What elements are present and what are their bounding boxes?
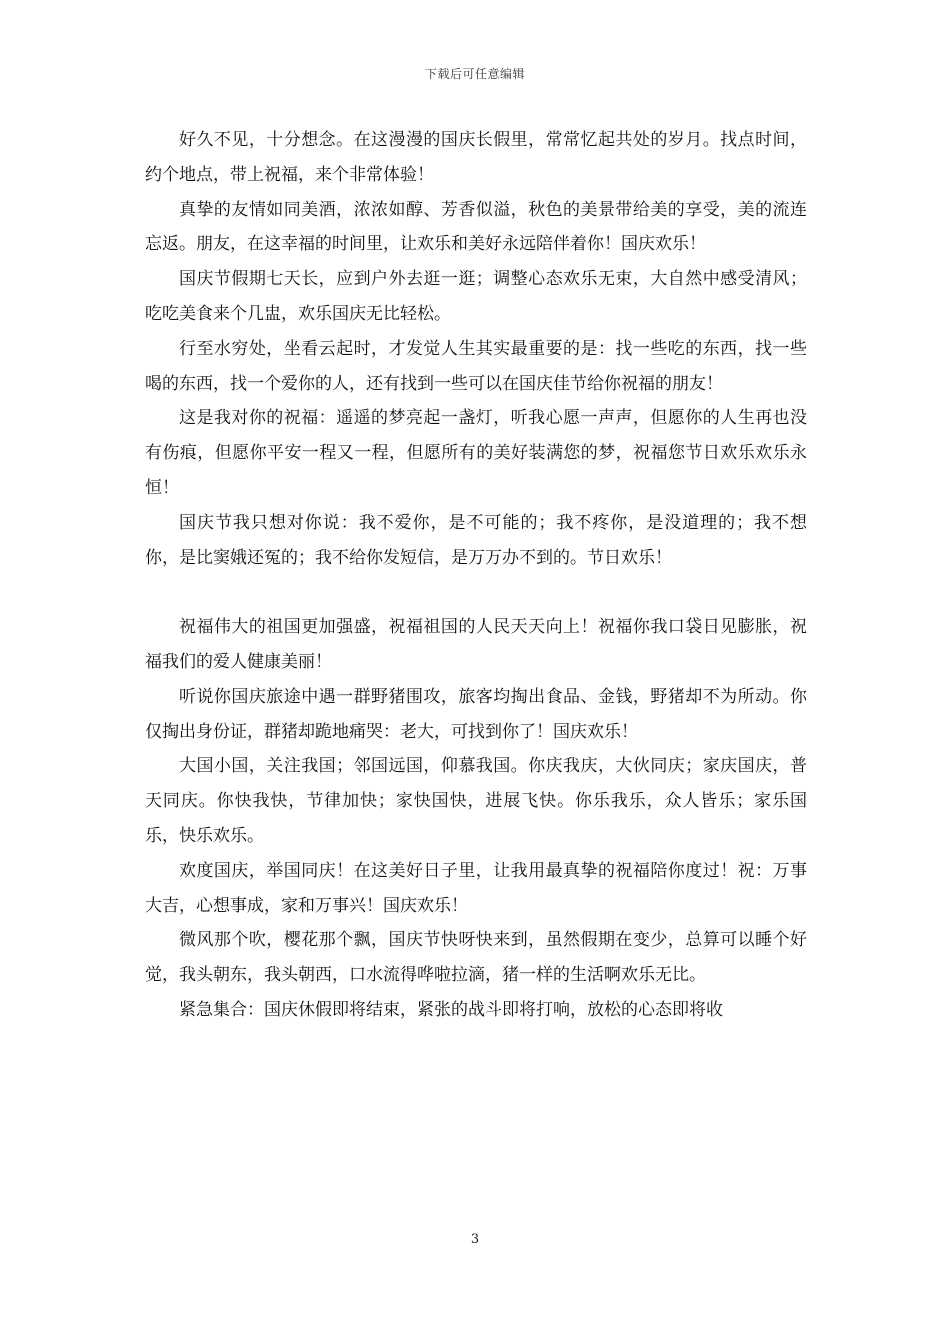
paragraph: 真挚的友情如同美酒，浓浓如醇、芳香似溢，秋色的美景带给美的享受，美的流连忘返。朋友，在这幸福的时间里，让欢乐和美好永远陪伴着你！国庆欢乐！ <box>145 199 807 255</box>
paragraph: 祝福伟大的祖国更加强盛，祝福祖国的人民天天向上！祝福你我口袋日见膨胀，祝福我们的爱人健康美丽！ <box>145 617 807 672</box>
paragraph: 听说你国庆旅途中遇一群野猪围攻，旅客均掏出食品、金钱，野猪却不为所动。你仅掏出身份证，群猪却跪地痛哭：老大，可找到你了！国庆欢乐！ <box>145 686 807 742</box>
paragraph: 微风那个吹，樱花那个飘，国庆节快呀快来到，虽然假期在变少，总算可以睡个好觉，我头朝东，我头朝西，口水流得哗啦拉滴，猪一样的生活啊欢乐无比。 <box>145 930 807 986</box>
paragraph: 好久不见，十分想念。在这漫漫的国庆长假里，常常忆起共处的岁月。找点时间，约个地点，带上祝福，来个非常体验！ <box>145 130 807 185</box>
page-number: 3 <box>470 1232 480 1247</box>
paragraph: 这是我对你的祝福：遥遥的梦亮起一盏灯，听我心愿一声声，但愿你的人生再也没有伤痕，但愿你平安一程又一程，但愿所有的美好装满您的梦，祝福您节日欢乐欢乐永恒！ <box>145 408 807 498</box>
paragraph: 国庆节假期七天长，应到户外去逛一逛；调整心态欢乐无束，大自然中感受清风；吃吃美食来个几盅，欢乐国庆无比轻松。 <box>145 269 807 324</box>
paragraph: 行至水穷处，坐看云起时，才发觉人生其实最重要的是：找一些吃的东西，找一些喝的东西，找一个爱你的人，还有找到一些可以在国庆佳节给你祝福的朋友！ <box>145 338 807 394</box>
page-header: 下载后可任意编辑 <box>424 67 525 81</box>
paragraph: 欢度国庆，举国同庆！在这美好日子里，让我用最真挚的祝福陪你度过！祝：万事大吉，心想事成，家和万事兴！国庆欢乐！ <box>145 860 807 916</box>
blank-line <box>145 575 807 610</box>
paragraph: 大国小国，关注我国；邻国远国，仰慕我国。你庆我庆，大伙同庆；家庆国庆，普天同庆。你快我快，节律加快；家快国快，进展飞快。你乐我乐，众人皆乐；家乐国乐，快乐欢乐。 <box>145 756 807 846</box>
paragraph: 紧急集合：国庆休假即将结束，紧张的战斗即将打响，放松的心态即将收 <box>179 999 723 1020</box>
document-body <box>145 123 807 1028</box>
paragraph: 国庆节我只想对你说：我不爱你，是不可能的；我不疼你，是没道理的；我不想你，是比窦娥还冤的；我不给你发短信，是万万办不到的。节日欢乐！ <box>145 512 807 568</box>
